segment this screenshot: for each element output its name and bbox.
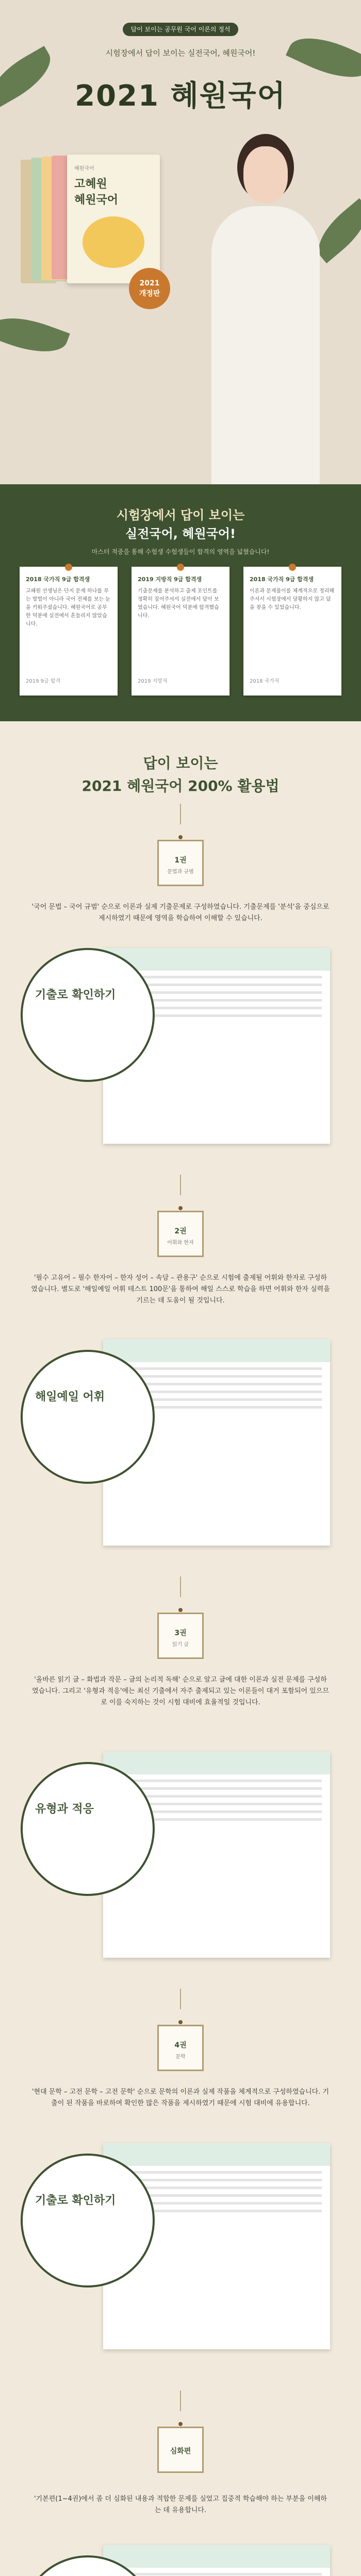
hero-badge: 답이 보이는 공무원 국어 이론의 정석	[123, 23, 238, 36]
howto-line1: 답이 보이는	[143, 755, 218, 772]
hero-banner	[0, 0, 361, 484]
volume-description: '현대 문학 – 고전 문학 – 고전 문학' 순으로 문학의 이론과 실제 작품을 체계적으로 구성하였습니다. 기출이 된 작품을 바로하며 확인한 많은 작품을 제시하였기 때문에 시험 대비에 유용합니다.	[31, 2088, 330, 2107]
volume-plaque: 4권 문학	[157, 2025, 204, 2071]
volume-description: '기본편(1~4권)에서 좀 더 심화된 내용과 적합한 문제를 실었고 집중적 학습해야 하는 부분을 이해하는 데 유용합니다.	[34, 2495, 327, 2514]
pin-icon	[289, 564, 296, 571]
testimonial-card	[132, 567, 229, 696]
intro-line1: 시험장에서 답이 보이는	[116, 508, 245, 522]
testimonial-card	[243, 567, 341, 696]
hero-title: 2021 혜원국어	[75, 79, 286, 113]
instructor-photo	[201, 134, 325, 484]
howto-line2: 2021 혜원국어 200% 활용법	[81, 777, 280, 794]
volume-plaque: 2권 어휘와 한자	[157, 1211, 204, 1257]
volume-description: '국어 문법 – 국어 규범' 순으로 이론과 실제 기출문제로 구성하였습니다. 기출문제를 '분석'을 중심으로 제시하였기 때문에 영역을 학습하여 이해할 수 있습니다.	[31, 903, 330, 922]
testimonial-card	[20, 567, 118, 696]
hero-subtitle: 시험장에서 답이 보이는 실전국어, 혜원국어!	[105, 48, 256, 58]
zoom-callout: 유형과 적응	[21, 1762, 155, 1896]
zoom-callout: 해일예일 어휘	[21, 1350, 155, 1484]
card-body: 이론과 문제풀이를 체계적으로 정리해 주셔서 시험장에서 당황하지 않고 답을 찾을 수 있었습니다.	[250, 588, 335, 611]
book-title: 고혜원 혜원국어	[74, 178, 119, 207]
usage-guide-section	[0, 721, 361, 2576]
zoom-callout: 기출로 확인하기	[21, 948, 155, 1082]
leaf-decoration	[0, 307, 70, 363]
volume-description: '필수 고유어 – 필수 한자어 – 한자 성어 – 속담 – 관용구' 순으로 시험에 출제될 어휘와 한자로 구성하였습니다. 별도로 '해일예일 어휘 테스트 100문'을 통하여 해일 스스로 학습을 하면 어휘와 한자 실력을 기르는 데 도움이 될 것입니다.	[31, 1274, 330, 1304]
card-title: 2018 국가직 9급 합격생	[26, 576, 90, 583]
book-cover	[67, 155, 160, 283]
volume-description: '올바른 읽기 글 – 화법과 작문 – 글의 논리적 독해' 순으로 알고 글에 대한 이론과 실전 문제를 구성하였습니다. 그리고 '유형과 적응'에는 최신 기출에서 자주 출제되고 있는 이론들이 대거 포함되어 있으므로 이를 숙지하는 것이 시험 대비에 효율적일 것입니다.	[32, 1676, 329, 1706]
volume-plaque: 심화편	[157, 2427, 204, 2473]
card-author: 2018 국가직	[250, 679, 280, 684]
intro-line2: 실전국어, 혜원국어!	[125, 527, 236, 541]
book-illustration	[83, 216, 144, 268]
intro-line3: 마스터 적중을 통해 수험생 수험생들이 합격의 영역을 넓혔습니다!	[91, 548, 270, 555]
card-author: 2019 9급 합격	[26, 679, 61, 684]
testimonial-section	[0, 484, 361, 721]
card-title: 2019 지방직 9급 합격생	[138, 576, 202, 583]
book-series: 혜원국어	[74, 166, 94, 172]
edition-tag: 2021 개정판	[129, 268, 170, 309]
pin-icon	[177, 564, 184, 571]
card-author: 2019 지방직	[138, 679, 168, 684]
card-body: 고혜원 선생님은 단지 문제 하나를 푸는 방법이 아니라 국어 전체를 보는 눈을 키워주셨습니다. 혜원국어로 공부한 덕분에 실전에서 흔들리지 않았습니다.	[26, 588, 110, 627]
sample-page	[103, 2545, 330, 2576]
card-body: 기출문제를 분석하고 출제 포인트를 정확히 짚어주셔서 실전에서 답이 보였습니다. 혜원국어 덕분에 합격했습니다.	[138, 588, 219, 619]
zoom-callout: 기출로 확인하기	[21, 2154, 155, 2287]
volume-plaque: 1권 문법과 규범	[157, 840, 204, 886]
pin-icon	[65, 564, 72, 571]
card-title: 2018 국가직 9급 합격생	[250, 576, 314, 583]
volume-plaque: 3권 읽기 글	[157, 1613, 204, 1659]
